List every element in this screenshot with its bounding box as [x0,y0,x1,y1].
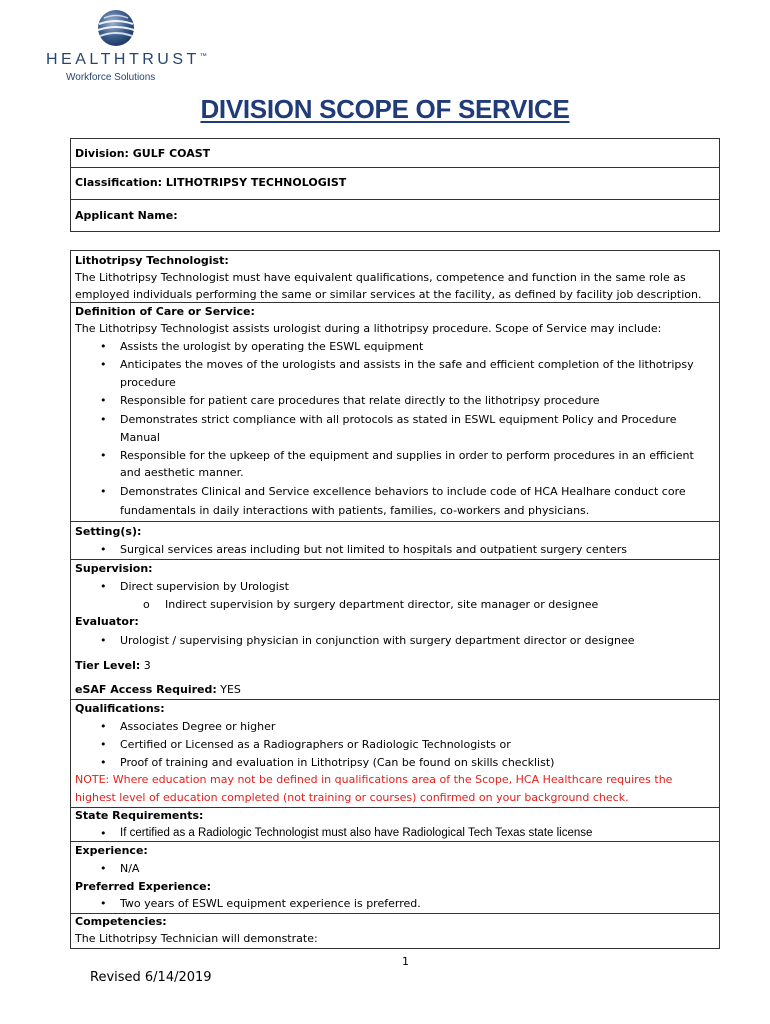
state-requirements-section [70,807,720,842]
competencies-section [70,913,720,949]
division-row [70,138,720,168]
bullet: • [100,340,107,353]
globe-icon [96,8,136,48]
experience-heading: Experience: [75,844,148,857]
healthtrust-logo [40,6,207,86]
list-item-cont: Manual [120,431,160,444]
list-item: Certified or Licensed as a Radiographers or Radiologic Technologists or [120,738,511,751]
bullet: • [100,756,107,769]
role-text-line: employed individuals performing the same or similar services at the facility, as defined by facility job description. [75,288,702,301]
list-item: Direct supervision by Urologist [120,580,289,593]
evaluator-heading: Evaluator: [75,615,139,628]
supervision-section [70,559,720,700]
qualifications-section [70,699,720,808]
definition-section [70,302,720,522]
list-item: Demonstrates Clinical and Service excellence behaviors to include code of HCA Healhare conduct core [120,485,686,498]
list-item: Anticipates the moves of the urologists and assists in the safe and efficient completion of the lithotripsy [120,358,694,371]
education-note: highest level of education completed (not training or courses) confirmed on your background check. [75,791,629,804]
definition-intro: The Lithotripsy Technologist assists urologist during a lithotripsy procedure. Scope of Service may include: [75,322,662,335]
esaf-access: eSAF Access Required: YES [75,683,241,696]
bullet: • [100,827,107,840]
bullet: • [100,394,107,407]
list-item: Responsible for the upkeep of the equipment and supplies in order to perform procedures in an efficient [120,449,694,462]
supervision-heading: Supervision: [75,562,153,575]
list-item: Assists the urologist by operating the ESWL equipment [120,340,424,353]
settings-heading: Setting(s): [75,525,142,538]
bullet: • [100,485,107,498]
applicant-name-label: Applicant Name: [75,209,178,222]
qualifications-heading: Qualifications: [75,702,165,715]
bullet: • [100,358,107,371]
education-note: NOTE: Where education may not be defined in qualifications area of the Scope, HCA Healthcare requires the [75,773,673,786]
classification-row [70,167,720,200]
list-item: Two years of ESWL equipment experience is preferred. [120,897,421,910]
role-section [70,250,720,303]
bullet: • [100,449,107,462]
bullet: • [100,413,107,426]
competencies-heading: Competencies: [75,915,167,928]
list-item: Associates Degree or higher [120,720,276,733]
list-item: If certified as a Radiologic Technologist must also have Radiological Tech Texas state license [120,827,593,839]
bullet: • [100,738,107,751]
bullet: • [100,634,107,647]
bullet: • [100,543,107,556]
definition-heading: Definition of Care or Service: [75,305,255,318]
classification-text: Classification: LITHOTRIPSY TECHNOLOGIST [75,176,347,189]
list-item: Responsible for patient care procedures that relate directly to the lithotripsy procedure [120,394,600,407]
division-text: Division: GULF COAST [75,147,211,160]
settings-section [70,521,720,560]
list-item: Demonstrates strict compliance with all protocols as stated in ESWL equipment Policy and Procedure [120,413,677,426]
sub-bullet: o [143,598,150,611]
list-item: Proof of training and evaluation in Lithotripsy (Can be found on skills checklist) [120,756,555,769]
competencies-text: The Lithotripsy Technician will demonstrate: [75,932,318,945]
list-item: Urologist / supervising physician in conjunction with surgery department director or designee [120,634,635,647]
applicant-row [70,199,720,232]
list-item-cont: procedure [120,376,176,389]
sub-list-item: Indirect supervision by surgery department director, site manager or designee [165,598,599,611]
tier-level: Tier Level: 3 [75,659,151,672]
preferred-experience-heading: Preferred Experience: [75,880,212,893]
list-item-cont: and aesthetic manner. [120,466,244,479]
page-number: 1 [402,955,409,968]
experience-section [70,841,720,914]
revised-date: Revised 6/14/2019 [90,970,212,985]
role-heading: Lithotripsy Technologist: [75,254,229,267]
bullet: • [100,862,107,875]
brand-subtitle: Workforce Solutions [66,72,156,83]
list-item: N/A [120,862,140,875]
state-heading: State Requirements: [75,809,204,822]
page-title: DIVISION SCOPE OF SERVICE [200,94,570,124]
bullet: • [100,897,107,910]
brand-name: HEALTHTRUST™ [46,51,207,68]
list-item-cont: fundamentals in daily interactions with patients, families, co-workers and physicians. [120,504,590,517]
list-item: Surgical services areas including but not limited to hospitals and outpatient surgery centers [120,543,627,556]
bullet: • [100,720,107,733]
bullet: • [100,580,107,593]
role-text-line: The Lithotripsy Technologist must have equivalent qualifications, competence and function in the same role as [75,271,686,284]
